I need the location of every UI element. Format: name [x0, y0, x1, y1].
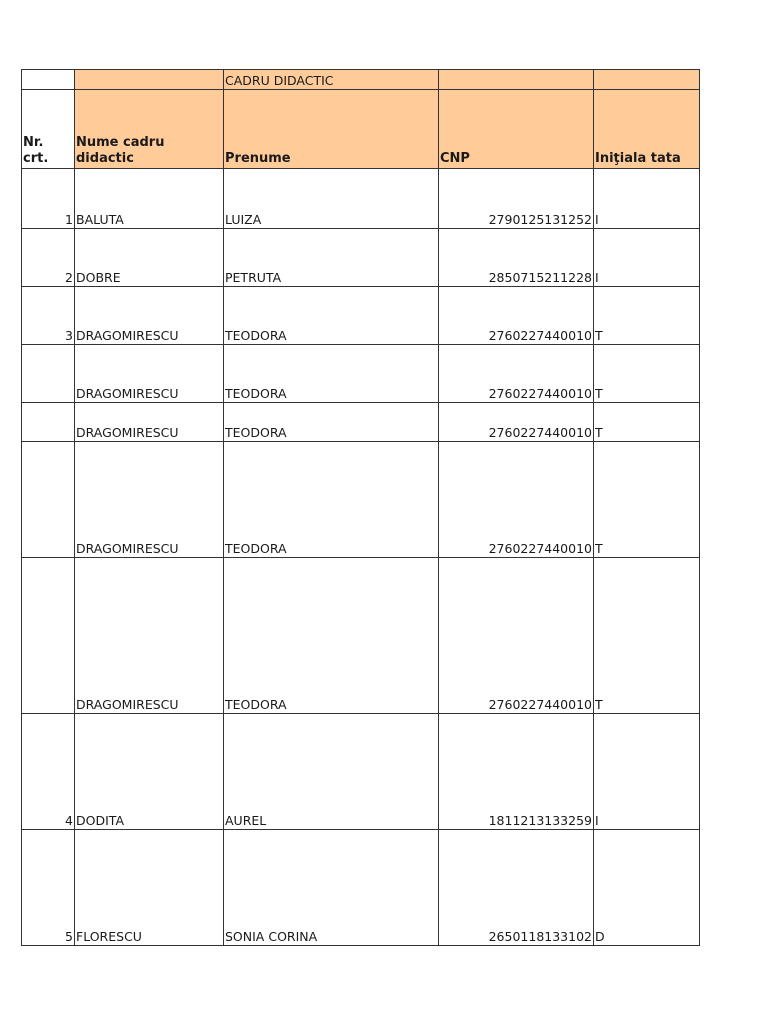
cell-nume: FLORESCU	[75, 830, 224, 946]
column-header-row	[22, 90, 700, 169]
cell-nr: 4	[22, 714, 75, 830]
table-row	[22, 558, 700, 714]
cell-cnp: 2760227440010	[439, 287, 594, 345]
cell-cnp: 1811213133259	[439, 714, 594, 830]
group-header-blank	[75, 70, 224, 90]
cell-nr	[22, 345, 75, 403]
table-row	[22, 403, 700, 442]
cell-cnp: 2760227440010	[439, 442, 594, 558]
cell-cnp: 2650118133102	[439, 830, 594, 946]
cell-prenume: AUREL	[224, 714, 439, 830]
cell-prenume: TEODORA	[224, 558, 439, 714]
table-row	[22, 169, 700, 229]
cell-cnp: 2790125131252	[439, 169, 594, 229]
cell-nr	[22, 403, 75, 442]
cell-initiala: I	[594, 714, 700, 830]
group-header-blank	[594, 70, 700, 90]
cell-initiala: T	[594, 558, 700, 714]
cell-initiala: I	[594, 229, 700, 287]
cell-nume: DRAGOMIRESCU	[75, 403, 224, 442]
empty-corner-cell	[22, 70, 75, 90]
table-row	[22, 229, 700, 287]
column-header-nr: Nr. crt.	[22, 90, 75, 169]
group-header-blank	[439, 70, 594, 90]
cell-prenume: LUIZA	[224, 169, 439, 229]
cell-nr: 1	[22, 169, 75, 229]
cell-nr	[22, 442, 75, 558]
table-row	[22, 830, 700, 946]
cell-initiala: T	[594, 403, 700, 442]
column-header-cnp: CNP	[439, 90, 594, 169]
cell-nr: 2	[22, 229, 75, 287]
cell-cnp: 2760227440010	[439, 345, 594, 403]
cell-initiala: T	[594, 345, 700, 403]
group-header-row	[22, 70, 700, 90]
column-header-nume: Nume cadru didactic	[75, 90, 224, 169]
cell-prenume: TEODORA	[224, 403, 439, 442]
cell-nume: DRAGOMIRESCU	[75, 558, 224, 714]
cell-nume: DRAGOMIRESCU	[75, 442, 224, 558]
group-header-title: CADRU DIDACTIC	[224, 70, 439, 90]
cell-initiala: T	[594, 442, 700, 558]
cell-initiala: D	[594, 830, 700, 946]
table-row	[22, 345, 700, 403]
cell-initiala: T	[594, 287, 700, 345]
cell-prenume: TEODORA	[224, 287, 439, 345]
cell-nume: DRAGOMIRESCU	[75, 287, 224, 345]
cell-cnp: 2850715211228	[439, 229, 594, 287]
cell-nume: DODITA	[75, 714, 224, 830]
table-row	[22, 442, 700, 558]
cell-cnp: 2760227440010	[439, 403, 594, 442]
table-row	[22, 287, 700, 345]
cell-nume: BALUTA	[75, 169, 224, 229]
cell-nume: DOBRE	[75, 229, 224, 287]
cell-prenume: SONIA CORINA	[224, 830, 439, 946]
cell-nr: 5	[22, 830, 75, 946]
cell-cnp: 2760227440010	[439, 558, 594, 714]
teachers-table	[21, 69, 700, 946]
cell-prenume: PETRUTA	[224, 229, 439, 287]
column-header-prenume: Prenume	[224, 90, 439, 169]
cell-prenume: TEODORA	[224, 345, 439, 403]
cell-initiala: I	[594, 169, 700, 229]
column-header-initiala: Iniţiala tata	[594, 90, 700, 169]
cell-nr	[22, 558, 75, 714]
cell-prenume: TEODORA	[224, 442, 439, 558]
cell-nume: DRAGOMIRESCU	[75, 345, 224, 403]
table-row	[22, 714, 700, 830]
cell-nr: 3	[22, 287, 75, 345]
